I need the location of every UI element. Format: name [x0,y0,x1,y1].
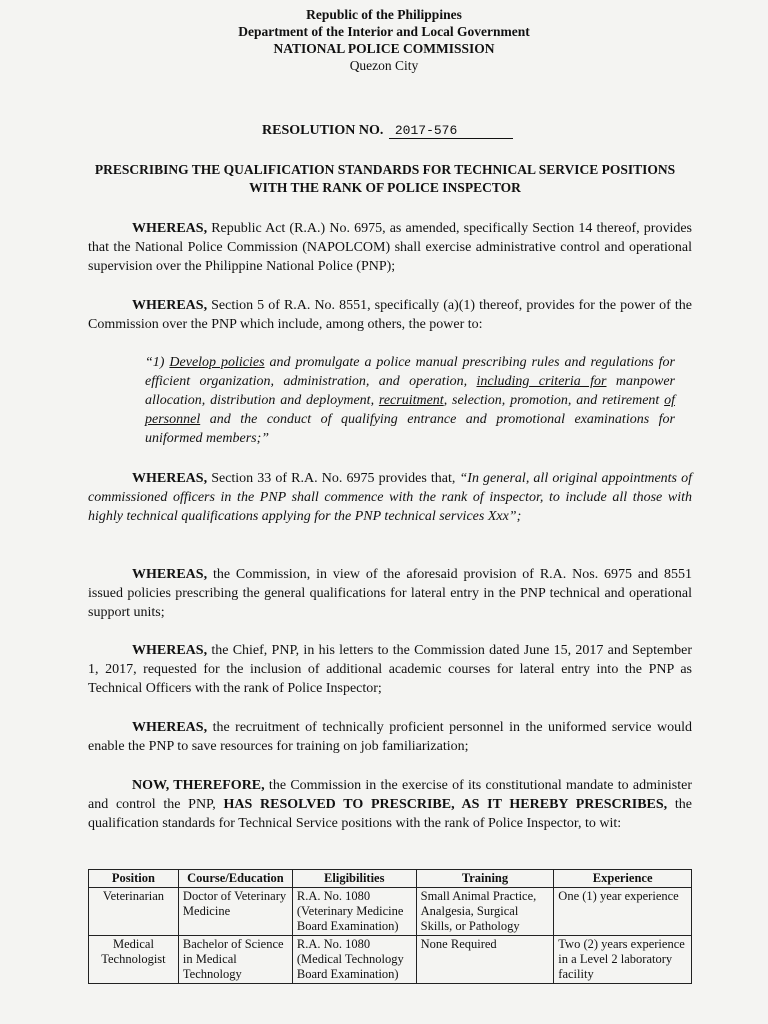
now-therefore-text: the qualification standards for Technical Service positions with the rank of Police Inspector, to wit: [88,797,692,831]
resolution-label: RESOLUTION NO. [262,123,384,138]
table-cell: Medical Technologist [89,936,179,984]
table-cell: Doctor of Veterinary Medicine [178,888,292,936]
quote-underlined: recruitment [378,393,444,408]
table-header-row [89,870,692,888]
quote-text: “1) [145,355,170,370]
quote-underlined: of personnel [145,393,675,427]
table-cell: Bachelor of Science in Medical Technology [178,936,292,984]
whereas-keyword: WHEREAS, [132,720,208,735]
qualification-standards-table [88,869,692,984]
table-row [89,936,692,984]
commission-line: NATIONAL POLICE COMMISSION [273,41,495,56]
whereas-quote: “In general, all original appointments of commissioned officers in the PNP shall commence with the rank of inspector, to include all those with highly technical qualifications applying for the PNP technical services Xxx”; [88,471,692,524]
resolution-number-line [262,123,513,139]
republic-line: Republic of the Philippines [306,7,462,22]
quote-text: and the conduct of qualifying entrance and promotional examinations for uniformed members;” [145,412,675,446]
whereas-clause-3 [88,469,692,526]
resolved-keyword: HAS RESOLVED TO PRESCRIBE, AS IT HEREBY PRESCRIBES, [223,797,668,812]
column-header: Position [89,870,179,888]
table-cell: None Required [416,936,554,984]
whereas-clause-4 [88,565,692,622]
whereas-text: Section 33 of R.A. No. 6975 provides that, [207,471,460,486]
now-therefore-text: the Commission in the exercise of its constitutional mandate to administer and control the PNP, [88,778,692,812]
quote-underlined: including criteria for [476,374,607,389]
table-cell: Veterinarian [89,888,179,936]
document-title [80,161,690,197]
department-line: Department of the Interior and Local Government [238,24,530,39]
column-header: Eligibilities [292,870,416,888]
whereas-keyword: WHEREAS, [132,643,208,658]
city-line: Quezon City [349,58,419,73]
whereas-keyword: WHEREAS, [132,567,208,582]
whereas-clause-1 [88,219,692,276]
whereas-clause-5 [88,641,692,698]
table-cell: Small Animal Practice, Analgesia, Surgical Skills, or Pathology [416,888,554,936]
table-cell: R.A. No. 1080 (Medical Technology Board Examination) [292,936,416,984]
quote-underlined: Develop policies [169,355,265,370]
whereas-text: the Chief, PNP, in his letters to the Commission dated June 15, 2017 and September 1, 2017, requested for the inclusion of additional academic courses for lateral entry into the PNP as Technical Officers with the rank of Police Inspector; [88,643,692,696]
whereas-clause-2 [88,296,692,334]
column-header: Experience [554,870,692,888]
resolution-number: 2017-576 [389,123,513,139]
whereas-text: the recruitment of technically proficient personnel in the uniformed service would enable the PNP to save resources for training on job familiarization; [88,720,692,754]
now-therefore-keyword: NOW, THEREFORE, [132,778,265,793]
whereas-text: Section 5 of R.A. No. 8551, specifically (a)(1) thereof, provides for the power of the Commission over the PNP which include, among others, the power to: [88,298,692,332]
table-row [89,888,692,936]
column-header: Course/Education [178,870,292,888]
title-line-2: WITH THE RANK OF POLICE INSPECTOR [249,180,521,195]
whereas-clause-6 [88,718,692,756]
now-therefore-clause [88,776,692,833]
whereas-keyword: WHEREAS, [132,298,208,313]
whereas-keyword: WHEREAS, [132,471,208,486]
quote-text: and promulgate a police manual prescribing rules and regulations for efficient organization, administration, and operation, [145,355,676,389]
column-header: Training [416,870,554,888]
whereas-text: the Commission, in view of the aforesaid provision of R.A. Nos. 6975 and 8551 issued policies prescribing the general qualifications for lateral entry in the PNP technical and operational support units; [88,567,692,620]
whereas-text: Republic Act (R.A.) No. 6975, as amended, specifically Section 14 thereof, provides that the National Police Commission (NAPOLCOM) shall exercise administrative control and operational supervision over the Philippine National Police (PNP); [88,221,692,274]
whereas-keyword: WHEREAS, [132,221,208,236]
quote-text: , selection, promotion, and retirement [443,393,665,408]
title-line-1: PRESCRIBING THE QUALIFICATION STANDARDS FOR TECHNICAL SERVICE POSITIONS [94,162,676,177]
quoted-provision [145,353,675,448]
letterhead [0,6,768,74]
quote-text: manpower allocation, distribution and deployment, [145,374,675,408]
table-cell: R.A. No. 1080 (Veterinary Medicine Board Examination) [292,888,416,936]
table-cell: Two (2) years experience in a Level 2 laboratory facility [554,936,692,984]
table-cell: One (1) year experience [554,888,692,936]
